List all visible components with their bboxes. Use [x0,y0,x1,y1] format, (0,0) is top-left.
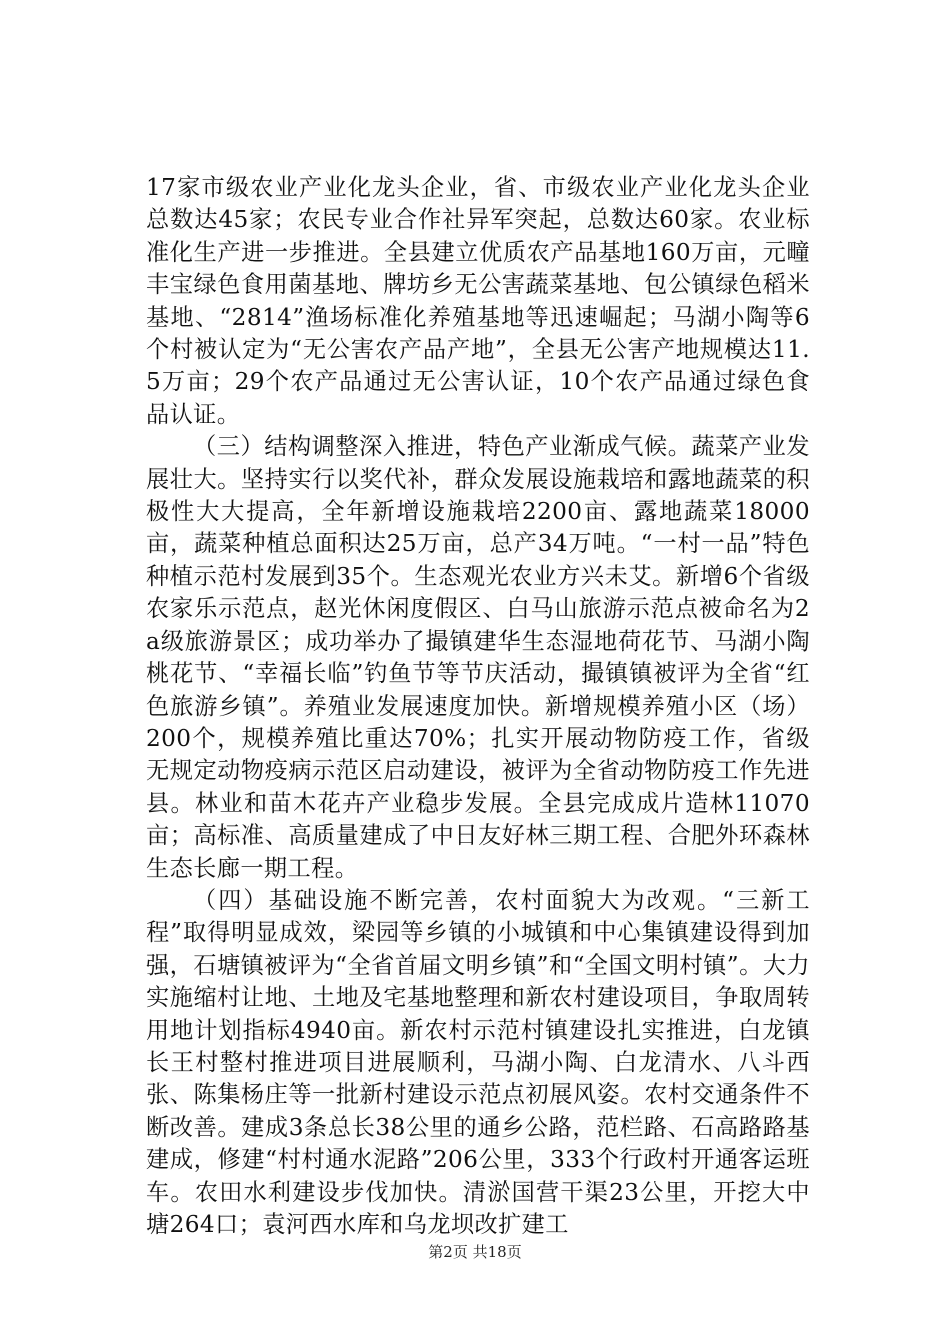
page-footer: 第2页 共18页 [428,1243,522,1261]
paragraph-continued: 17家市级农业产业化龙头企业，省、市级农业产业化龙头企业总数达45家；农民专业合作社异军突起，总数达60家。农业标准化生产进一步推进。全县建立优质农产品基地160万亩，元疃丰宝绿色食用菌基地、牌坊乡无公害蔬菜基地、包公镇绿色稻米基地、“2814”渔场标准化养殖基地等迅速崛起；马湖小陶等6个村被认定为“无公害农产品产地”，全县无公害产地规模达11.5万亩；29个农产品通过无公害认证，10个农产品通过绿色食品认证。 [146,174,810,428]
paragraph-section-3: （三）结构调整深入推进，特色产业渐成气候。蔬菜产业发展壮大。坚持实行以奖代补，群众发展设施栽培和露地蔬菜的积极性大大提高，全年新增设施栽培2200亩、露地蔬菜18000亩，蔬菜种植总面积达25万亩，总产34万吨。“一村一品”特色种植示范村发展到35个。生态观光农业方兴未艾。新增6个省级农家乐示范点，赵光休闲度假区、白马山旅游示范点被命名为2a级旅游景区；成功举办了撮镇建华生态湿地荷花节、马湖小陶桃花节、“幸福长临”钓鱼节等节庆活动，撮镇镇被评为全省“红色旅游乡镇”。养殖业发展速度加快。新增规模养殖小区（场）200个，规模养殖比重达70%；扎实开展动物防疫工作，省级无规定动物疫病示范区启动建设，被评为全省动物防疫工作先进县。林业和苗木花卉产业稳步发展。全县完成成片造林11070亩；高标准、高质量建成了中日友好林三期工程、合肥外环森林生态长廊一期工程。 [146,433,810,882]
body-text [146,172,810,1241]
paragraph-section-4: （四）基础设施不断完善，农村面貌大为改观。“三新工程”取得明显成效，梁园等乡镇的小城镇和中心集镇建设得到加强，石塘镇被评为“全省首届文明乡镇”和“全国文明村镇”。大力实施缩村让地、土地及宅基地整理和新农村建设项目，争取周转用地计划指标4940亩。新农村示范村镇建设扎实推进，白龙镇长王村整村推进项目进展顺利，马湖小陶、白龙清水、八斗西张、陈集杨庄等一批新村建设示范点初展风姿。农村交通条件不断改善。建成3条总长38公里的通乡公路，范栏路、石高路路基建成，修建“村村通水泥路”206公里，333个行政村开通客运班车。农田水利建设步伐加快。清淤国营干渠23公里，开挖大中塘264口；袁河西水库和乌龙坝改扩建工 [146,886,810,1238]
